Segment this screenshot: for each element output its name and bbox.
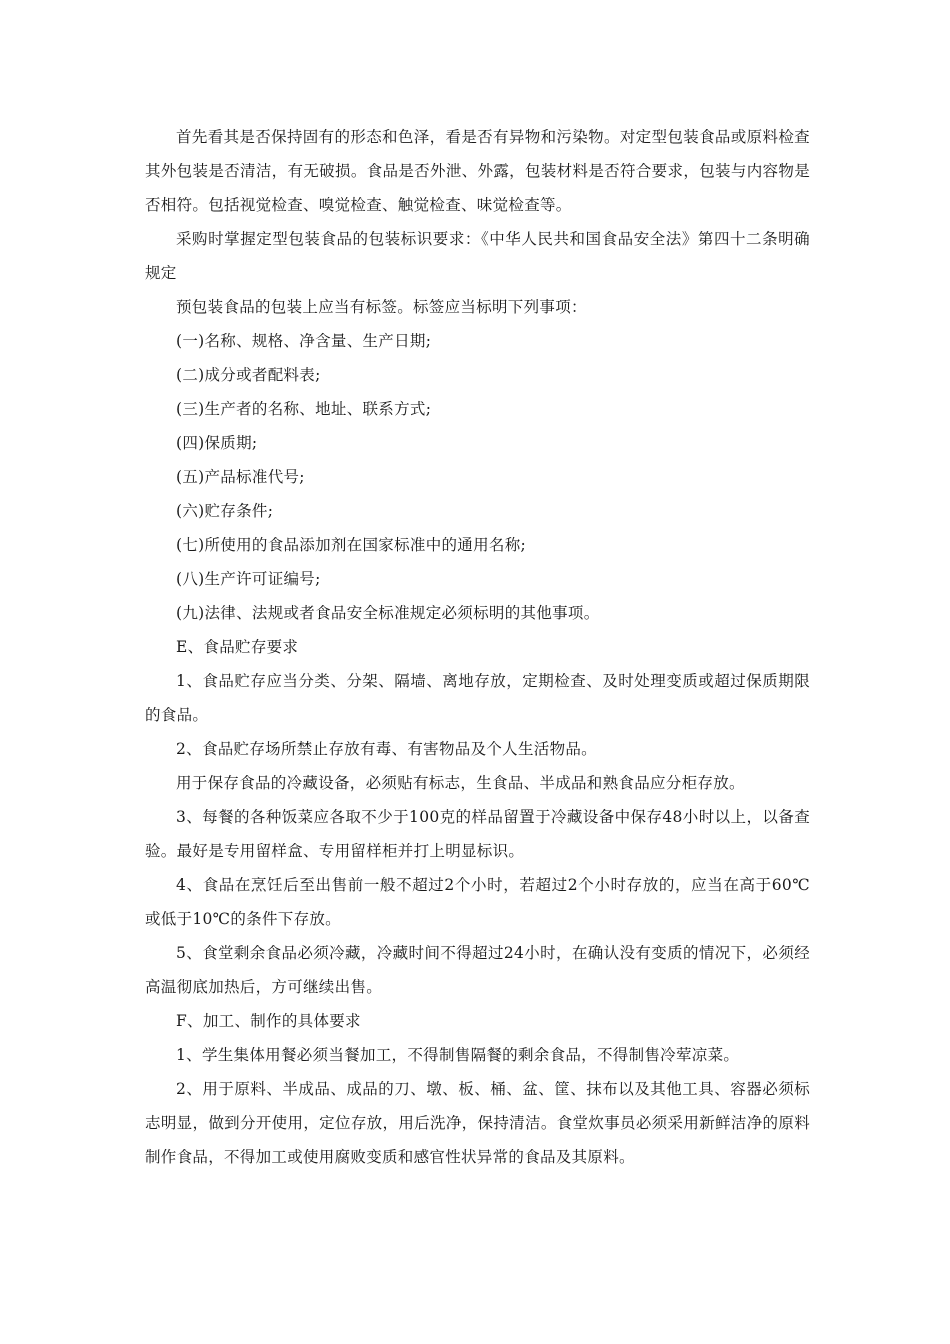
paragraph-processing-1: 1、学生集体用餐必须当餐加工，不得制售隔餐的剩余食品，不得制售冷荤凉菜。	[176, 1046, 740, 1064]
list-item-label-3: (三)生产者的名称、地址、联系方式;	[176, 400, 432, 418]
paragraph-label-intro: 预包装食品的包装上应当有标签。标签应当标明下列事项：	[176, 298, 587, 316]
list-item-label-8: (八)生产许可证编号;	[176, 570, 321, 588]
list-item-label-1: (一)名称、规格、净含量、生产日期;	[176, 332, 432, 350]
paragraph-storage-refrigeration: 用于保存食品的冷藏设备，必须贴有标志，生食品、半成品和熟食品应分柜存放。	[176, 774, 745, 792]
list-item-label-5: (五)产品标准代号;	[176, 468, 305, 486]
section-heading-processing: F、加工、制作的具体要求	[176, 1012, 361, 1030]
paragraph-storage-4: 4、食品在烹饪后至出售前一般不超过2个小时，若超过2个小时存放的，应当在高于60℃或低于10℃的条件下存放。	[145, 876, 810, 928]
list-item-label-9: (九)法律、法规或者食品安全标准规定必须标明的其他事项。	[176, 604, 600, 622]
paragraph-storage-1: 1、食品贮存应当分类、分架、隔墙、离地存放，定期检查、及时处理变质或超过保质期限的食品。	[145, 672, 810, 724]
paragraph-inspection: 首先看其是否保持固有的形态和色泽，看是否有异物和污染物。对定型包装食品或原料检查其外包装是否清洁，有无破损。食品是否外泄、外露，包装材料是否符合要求，包装与内容物是否相符。包括视觉检查、嗅觉检查、触觉检查、味觉检查等。	[145, 128, 810, 214]
document-body	[145, 120, 810, 1174]
list-item-label-6: (六)贮存条件;	[176, 502, 274, 520]
paragraph-label-requirements: 采购时掌握定型包装食品的包装标识要求：《中华人民共和国食品安全法》第四十二条明确规定	[145, 230, 810, 282]
list-item-label-2: (二)成分或者配料表;	[176, 366, 321, 384]
paragraph-storage-5: 5、食堂剩余食品必须冷藏，冷藏时间不得超过24小时，在确认没有变质的情况下，必须经高温彻底加热后，方可继续出售。	[145, 944, 810, 996]
paragraph-processing-2: 2、用于原料、半成品、成品的刀、墩、板、桶、盆、筐、抹布以及其他工具、容器必须标志明显，做到分开使用，定位存放，用后洗净，保持清洁。食堂炊事员必须采用新鲜洁净的原料制作食品，不得加工或使用腐败变质和感官性状异常的食品及其原料。	[145, 1080, 810, 1166]
list-item-label-4: (四)保质期;	[176, 434, 258, 452]
section-heading-storage: E、食品贮存要求	[176, 638, 299, 656]
list-item-label-7: (七)所使用的食品添加剂在国家标准中的通用名称;	[176, 536, 527, 554]
paragraph-storage-3: 3、每餐的各种饭菜应各取不少于100克的样品留置于冷藏设备中保存48小时以上，以备查验。最好是专用留样盒、专用留样柜并打上明显标识。	[145, 808, 810, 860]
paragraph-storage-2: 2、食品贮存场所禁止存放有毒、有害物品及个人生活物品。	[176, 740, 597, 758]
